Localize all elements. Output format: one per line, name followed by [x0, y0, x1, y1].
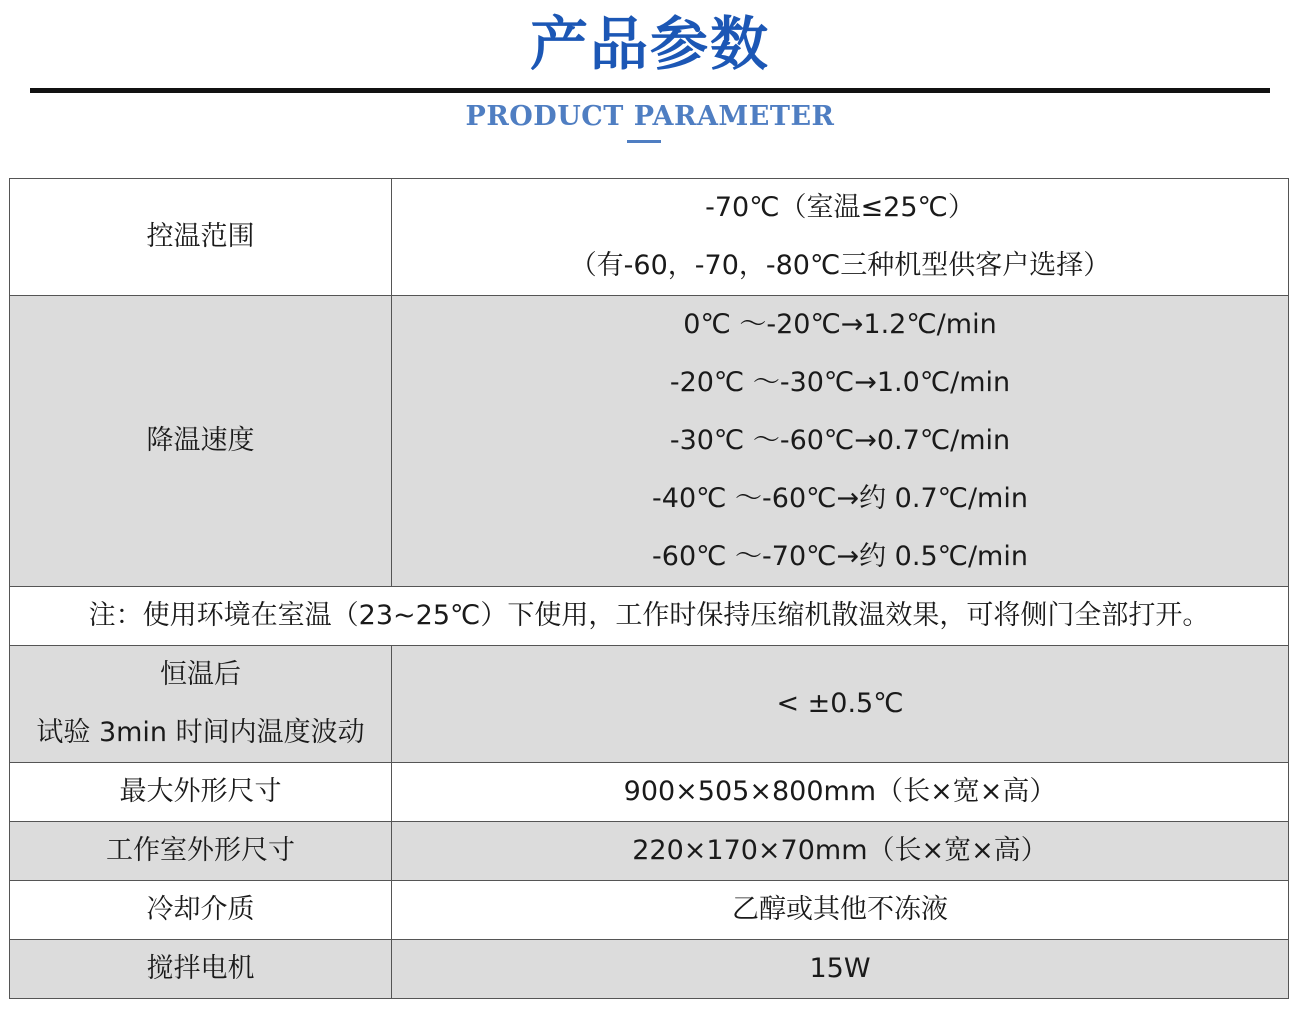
table-row — [10, 763, 1289, 822]
param-value: < ±0.5℃ — [776, 688, 904, 719]
table-row — [10, 587, 1289, 646]
note-cell — [10, 587, 1289, 646]
param-value-cell — [392, 940, 1289, 999]
param-label: 试验 3min 时间内温度波动 — [36, 717, 365, 748]
param-value: 15W — [809, 953, 871, 984]
param-label: 降温速度 — [146, 425, 255, 456]
param-value: （有-60，-70，-80℃三种机型供客户选择） — [569, 250, 1111, 281]
param-value-cell — [392, 179, 1289, 296]
param-label-cell — [10, 296, 392, 587]
parameter-table — [9, 178, 1289, 999]
param-label: 最大外形尺寸 — [119, 776, 282, 807]
param-value: -30℃ ～-60℃→0.7℃/min — [669, 425, 1011, 456]
title-divider — [30, 88, 1270, 93]
param-label-cell — [10, 179, 392, 296]
subtitle-underline — [627, 140, 661, 143]
param-value: 900×505×800mm（长×宽×高） — [623, 776, 1057, 807]
param-value-cell — [392, 296, 1289, 587]
table-row — [10, 940, 1289, 999]
param-value-cell — [392, 646, 1289, 763]
param-label: 恒温后 — [160, 659, 241, 690]
table-row — [10, 881, 1289, 940]
param-value: 220×170×70mm（长×宽×高） — [632, 835, 1048, 866]
param-value: 乙醇或其他不冻液 — [732, 894, 948, 925]
table-row — [10, 646, 1289, 763]
param-label-cell — [10, 822, 392, 881]
param-value: 0℃ ～-20℃→1.2℃/min — [683, 309, 997, 340]
param-value-cell — [392, 822, 1289, 881]
param-label-cell — [10, 940, 392, 999]
param-label-cell — [10, 763, 392, 822]
table-row — [10, 296, 1289, 587]
usage-note: 注：使用环境在室温（23~25℃）下使用，工作时保持压缩机散温效果，可将侧门全部打开。 — [88, 600, 1210, 631]
page-title: 产品参数 — [529, 10, 770, 78]
param-label: 冷却介质 — [146, 894, 255, 925]
param-label: 工作室外形尺寸 — [106, 835, 295, 866]
param-label-cell — [10, 881, 392, 940]
param-value: -60℃ ～-70℃→约 0.5℃/min — [652, 541, 1028, 572]
param-value: -40℃ ～-60℃→约 0.7℃/min — [652, 483, 1028, 514]
param-label: 搅拌电机 — [146, 953, 255, 984]
page-subtitle: PRODUCT PARAMETER — [465, 101, 835, 132]
table-row — [10, 179, 1289, 296]
param-value-cell — [392, 763, 1289, 822]
param-value: -20℃ ～-30℃→1.0℃/min — [669, 367, 1011, 398]
table-row — [10, 822, 1289, 881]
param-label-cell — [10, 646, 392, 763]
param-label: 控温范围 — [146, 221, 255, 252]
param-value-cell — [392, 881, 1289, 940]
param-value: -70℃（室温≤25℃） — [705, 192, 975, 223]
